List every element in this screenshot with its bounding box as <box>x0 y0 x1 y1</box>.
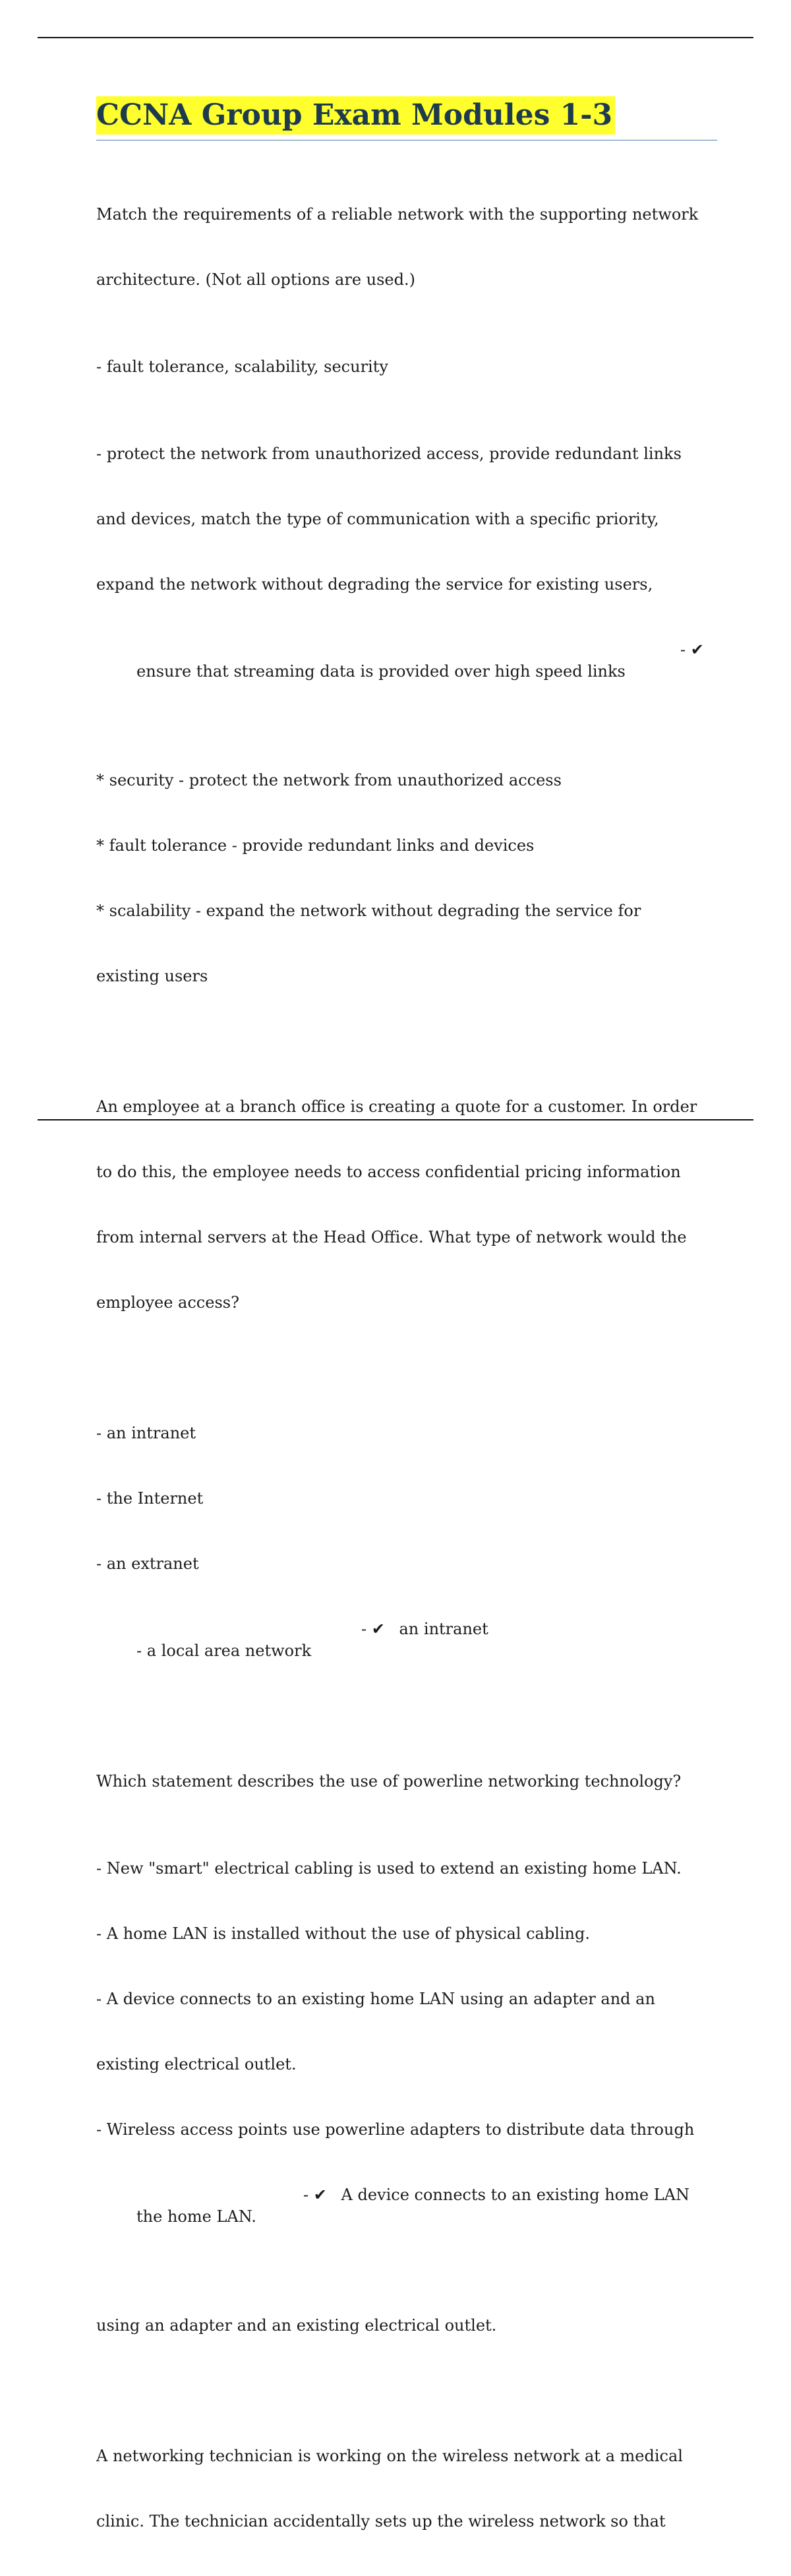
answer-check-marker: - ✔ <box>303 2186 327 2204</box>
answer-text: A device connects to an existing home LAN <box>341 2186 689 2204</box>
title-block <box>96 96 717 140</box>
option-text: the home LAN. <box>136 2207 256 2226</box>
question-4-text <box>96 2402 717 2576</box>
question-1-terms: - fault tolerance, scalability, security <box>96 357 388 376</box>
option-line: - the Internet <box>96 1489 204 1508</box>
question-line: Match the requirements of a reliable network with the supporting network <box>96 205 699 224</box>
option-line <box>96 1618 717 1705</box>
question-line: employee access? <box>96 1293 239 1312</box>
answer-check-marker: - ✔ <box>361 1620 385 1638</box>
question-4 <box>96 2402 717 2576</box>
option-text: - a local area network <box>136 1641 312 1660</box>
question-line: clinic. The technician accidentally sets up the wireless network so that <box>96 2512 666 2530</box>
answer <box>361 1618 488 1640</box>
option-line: - protect the network from unauthorized access, provide redundant links <box>96 445 682 463</box>
question-2 <box>96 1053 717 1749</box>
page-top-rule <box>38 37 753 38</box>
answer-line: * scalability - expand the network without degrading the service for <box>96 902 641 920</box>
question-line: to do this, the employee needs to access confidential pricing information <box>96 1163 681 1181</box>
answer-check-marker: - ✔ <box>680 640 704 659</box>
option-line: - Wireless access points use powerline adapters to distribute data through <box>96 2120 695 2139</box>
answer-text: an intranet <box>399 1620 488 1638</box>
document-body <box>96 96 717 2576</box>
question-3-options <box>96 1814 717 2380</box>
question-2-options <box>96 1379 717 1749</box>
question-1-text <box>96 160 717 334</box>
document-title: CCNA Group Exam Modules 1-3 <box>96 96 615 135</box>
answer <box>303 2184 689 2206</box>
option-line: - A device connects to an existing home LAN using an adapter and an <box>96 1990 655 2008</box>
answer-line: existing users <box>96 967 208 985</box>
question-2-text <box>96 1053 717 1357</box>
option-line: and devices, match the type of communication with a specific priority, <box>96 510 659 528</box>
question-3-text: Which statement describes the use of powerline networking technology? <box>96 1772 682 1791</box>
option-line: expand the network without degrading the service for existing users, <box>96 575 653 594</box>
option-line: - an extranet <box>96 1554 199 1573</box>
option-line: - New "smart" electrical cabling is used to extend an existing home LAN. <box>96 1859 682 1878</box>
question-line: architecture. (Not all options are used.) <box>96 270 415 289</box>
answer-line: using an adapter and an existing electrical outlet. <box>96 2316 497 2335</box>
option-line: - an intranet <box>96 1424 196 1442</box>
question-1-options <box>96 400 717 1031</box>
option-line: - A home LAN is installed without the use of physical cabling. <box>96 1924 591 1943</box>
question-line: An employee at a branch office is creating a quote for a customer. In order <box>96 1097 697 1116</box>
answer-line: * security - protect the network from unauthorized access <box>96 771 562 789</box>
question-line: A networking technician is working on the wireless network at a medical <box>96 2447 683 2465</box>
question-3 <box>96 1771 717 2380</box>
option-text: ensure that streaming data is provided over high speed links <box>136 662 626 681</box>
question-1 <box>96 160 717 1031</box>
option-line <box>96 2184 717 2271</box>
question-line: from internal servers at the Head Office. What type of network would the <box>96 1228 687 1246</box>
answer-line: * fault tolerance - provide redundant links and devices <box>96 836 535 855</box>
option-line <box>96 639 717 726</box>
page-bottom-rule <box>38 1119 753 1120</box>
option-line: existing electrical outlet. <box>96 2055 297 2073</box>
